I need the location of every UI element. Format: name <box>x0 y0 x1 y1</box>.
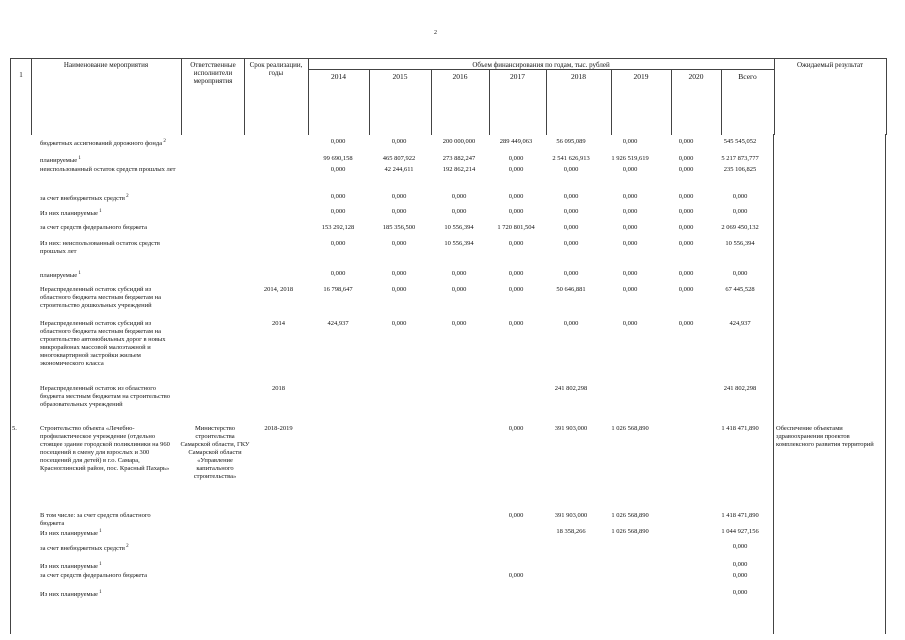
row-value-Всего: 0,000 <box>732 193 748 200</box>
row-value-2018: 241 802,298 <box>554 385 588 392</box>
row-value-2018: 0,000 <box>563 166 579 173</box>
row-value-Всего: 0,000 <box>732 589 748 596</box>
row-term: 2018-2019 <box>264 425 293 432</box>
year-total: Всего <box>738 72 757 81</box>
row-label: Строительство объекта «Лечебно-профилактическое учреждение (отдельно стоящее здание городской поликлиники на 960 посещений в смену для взрослых и 300 посещений для детей) в г.о. Самара, Красноглинский район, пос. Красный Пахарь» <box>40 425 170 472</box>
row-label: за счет внебюджетных средств $^2$ <box>40 544 129 553</box>
row-label: за счет внебюджетных средств $^2$ <box>40 194 129 203</box>
row-value-2016: 10 556,394 <box>444 240 474 247</box>
row-value-Всего: 241 802,298 <box>723 385 757 392</box>
row-value-2016: 192 862,214 <box>442 166 476 173</box>
year-2018: 2018 <box>571 72 586 81</box>
row-value-2018: 0,000 <box>563 208 579 215</box>
row-value-2019: 1 026 568,890 <box>611 512 649 519</box>
col-term: Срок реализации, годы <box>249 61 303 77</box>
row-value-2019: 1 026 568,890 <box>611 528 649 535</box>
row-value-2015: 42 244,611 <box>384 166 414 173</box>
row-value-2017: 0,000 <box>508 572 524 579</box>
row-value-2018: 0,000 <box>563 320 579 327</box>
row-value-2020: 0,000 <box>678 208 694 215</box>
row-value-2015: 0,000 <box>391 208 407 215</box>
row-value-2017: 1 720 801,504 <box>497 224 535 231</box>
row-value-2018: 0,000 <box>563 270 579 277</box>
row-responsible: Министерство строительства Самарской области, ГКУ Самарской области «Управление капитального строительства» <box>180 425 250 480</box>
row-value-Всего: 1 418 471,890 <box>721 425 759 432</box>
row-value-2020: 0,000 <box>678 270 694 277</box>
row-value-2017: 0,000 <box>508 320 524 327</box>
row-value-Всего: 2 069 450,132 <box>721 224 759 231</box>
year-2019: 2019 <box>633 72 649 81</box>
row-value-2016: 200 000,000 <box>442 138 476 145</box>
row-value-2019: 1 026 568,890 <box>611 425 649 432</box>
row-value-2014: 0,000 <box>330 166 346 173</box>
row-term: 2014, 2018 <box>263 286 294 293</box>
row-value-2018: 50 646,881 <box>556 286 586 293</box>
col-responsible: Ответственные исполнители мероприятия <box>190 61 236 85</box>
footnote-mark: 1 <box>97 590 102 595</box>
row-value-2016: 10 556,394 <box>444 224 474 231</box>
row-value-Всего: 0,000 <box>732 561 748 568</box>
footnote-mark: 2 <box>124 544 129 549</box>
row-label: планируемые $^1$ <box>40 271 81 280</box>
row-value-2019: 0,000 <box>622 193 638 200</box>
row-value-2016: 273 882,247 <box>442 155 476 162</box>
row-value-2017: 0,000 <box>508 425 524 432</box>
row-value-2018: 391 903,000 <box>554 425 588 432</box>
row-value-Всего: 5 217 873,777 <box>721 155 759 162</box>
row-value-2017: 0,000 <box>508 155 524 162</box>
footnote-mark: 1 <box>97 529 102 534</box>
col-name: Наименование мероприятия <box>63 61 149 69</box>
row-value-2014: 0,000 <box>330 270 346 277</box>
row-value-2020: 0,000 <box>678 320 694 327</box>
year-2017: 2017 <box>510 72 525 81</box>
row-value-Всего: 424,937 <box>729 320 751 327</box>
row-value-2019: 0,000 <box>622 320 638 327</box>
row-value-2016: 0,000 <box>451 286 467 293</box>
row-value-2018: 2 541 626,913 <box>552 155 590 162</box>
row-value-2019: 0,000 <box>622 208 638 215</box>
row-value-2015: 0,000 <box>391 320 407 327</box>
row-label: за счет средств федерального бюджета <box>40 224 148 231</box>
row-value-2018: 0,000 <box>563 193 579 200</box>
row-value-Всего: 545 545,052 <box>723 138 757 145</box>
row-value-2017: 0,000 <box>508 286 524 293</box>
row-value-2014: 16 798,647 <box>323 286 353 293</box>
row-label: Нераспределенный остаток субсидий из областного бюджета местным бюджетам на строительство дошкольных учреждений <box>40 286 162 309</box>
row-value-Всего: 1 418 471,890 <box>721 512 759 519</box>
row-value-2020: 0,000 <box>678 286 694 293</box>
row-label: Нераспределенный остаток субсидий из областного бюджета местным бюджетам на строительство автомобильных дорог в новых микрорайонах массовой малоэтажной и многоквартирной застройки жильем экономического класса <box>40 320 166 367</box>
row-label: Из них планируемые $^1$ <box>40 590 102 599</box>
row-label: Из них: неиспользованный остаток средств прошлых лет <box>40 240 160 255</box>
page-number: 2 <box>434 30 437 36</box>
row-value-2018: 56 095,089 <box>556 138 586 145</box>
row-value-2020: 0,000 <box>678 224 694 231</box>
row-label: Нераспределенный остаток из областного бюджета местным бюджетам на строительство образовательных учреждений <box>40 385 171 408</box>
row-value-2020: 0,000 <box>678 155 694 162</box>
row-label: неиспользованный остаток средств прошлых лет <box>40 166 176 173</box>
row-value-2014: 0,000 <box>330 138 346 145</box>
row-value-2016: 0,000 <box>451 320 467 327</box>
row-value-2015: 0,000 <box>391 270 407 277</box>
row-value-2017: 289 449,063 <box>499 138 533 145</box>
row-value-2018: 391 903,000 <box>554 512 588 519</box>
row-value-2015: 185 356,500 <box>382 224 416 231</box>
row-value-Всего: 0,000 <box>732 572 748 579</box>
footnote-mark: 2 <box>124 194 129 199</box>
row-label: В том числе: за счет средств областного бюджета <box>40 512 151 527</box>
row-value-2020: 0,000 <box>678 138 694 145</box>
row-value-2015: 0,000 <box>391 240 407 247</box>
row-label: Из них планируемые $^1$ <box>40 529 102 538</box>
year-2015: 2015 <box>392 72 408 81</box>
row-label: Из них планируемые $^1$ <box>40 562 102 571</box>
row-value-2018: 0,000 <box>563 240 579 247</box>
row-value-2019: 0,000 <box>622 224 638 231</box>
row-value-2015: 465 807,922 <box>382 155 416 162</box>
row-value-2019: 1 926 519,619 <box>611 155 649 162</box>
row-value-2019: 0,000 <box>622 286 638 293</box>
table-header <box>10 58 887 135</box>
year-2014: 2014 <box>331 72 346 81</box>
col-result: Ожидаемый результат <box>796 61 864 69</box>
footnote-mark: 2 <box>162 139 166 144</box>
year-2020: 2020 <box>688 72 704 81</box>
row-term: 2014 <box>272 320 285 327</box>
row-value-2016: 0,000 <box>451 208 467 215</box>
row-value-2017: 0,000 <box>508 512 524 519</box>
row-value-2015: 0,000 <box>391 193 407 200</box>
row-value-2017: 0,000 <box>508 240 524 247</box>
footnote-mark: 1 <box>97 562 102 567</box>
row-value-2019: 0,000 <box>622 270 638 277</box>
row-value-2017: 0,000 <box>508 270 524 277</box>
row-value-2016: 0,000 <box>451 193 467 200</box>
row-value-2020: 0,000 <box>678 240 694 247</box>
row-value-2014: 0,000 <box>330 193 346 200</box>
row-value-2014: 153 292,128 <box>321 224 355 231</box>
row-value-2019: 0,000 <box>622 138 638 145</box>
row-label: Из них планируемые $^1$ <box>40 209 102 218</box>
row-value-Всего: 10 556,394 <box>725 240 755 247</box>
year-2016: 2016 <box>452 72 468 81</box>
row-value-2014: 0,000 <box>330 208 346 215</box>
row-value-2014: 424,937 <box>327 320 349 327</box>
footnote-mark: 1 <box>77 271 81 276</box>
row-value-2015: 0,000 <box>391 286 407 293</box>
row-value-2015: 0,000 <box>391 138 407 145</box>
row-value-2018: 18 358,266 <box>556 528 586 535</box>
row-value-2017: 0,000 <box>508 208 524 215</box>
row-value-Всего: 1 044 927,156 <box>721 528 759 535</box>
row-value-2019: 0,000 <box>622 166 638 173</box>
row-value-Всего: 0,000 <box>732 270 748 277</box>
row-value-2017: 0,000 <box>508 193 524 200</box>
row-number: 5. <box>12 425 17 432</box>
col-financing: Объем финансирования по годам, тыс. рублей <box>472 61 610 69</box>
row-value-Всего: 235 106,825 <box>723 166 757 173</box>
row-value-2014: 99 690,158 <box>323 155 353 162</box>
row-value-2020: 0,000 <box>678 166 694 173</box>
col-num: 1 <box>19 71 23 79</box>
row-value-2018: 0,000 <box>563 224 579 231</box>
row-value-Всего: 0,000 <box>732 543 748 550</box>
row-value-Всего: 67 445,528 <box>725 286 755 293</box>
row-value-2019: 0,000 <box>622 240 638 247</box>
row-value-2020: 0,000 <box>678 193 694 200</box>
footnote-mark: 1 <box>77 156 81 161</box>
row-value-2014: 0,000 <box>330 240 346 247</box>
row-value-2016: 0,000 <box>451 270 467 277</box>
row-result: Обеспечение объектами здравоохранения проектов комплексного развития территорий <box>776 425 874 448</box>
row-label: бюджетных ассигнований дорожного фонда $^2$ <box>40 139 166 148</box>
row-label: за счет средств федерального бюджета <box>40 572 148 579</box>
row-value-Всего: 0,000 <box>732 208 748 215</box>
row-label: планируемые $^1$ <box>40 156 81 165</box>
row-value-2017: 0,000 <box>508 166 524 173</box>
row-term: 2018 <box>272 385 285 392</box>
footnote-mark: 1 <box>97 209 102 214</box>
